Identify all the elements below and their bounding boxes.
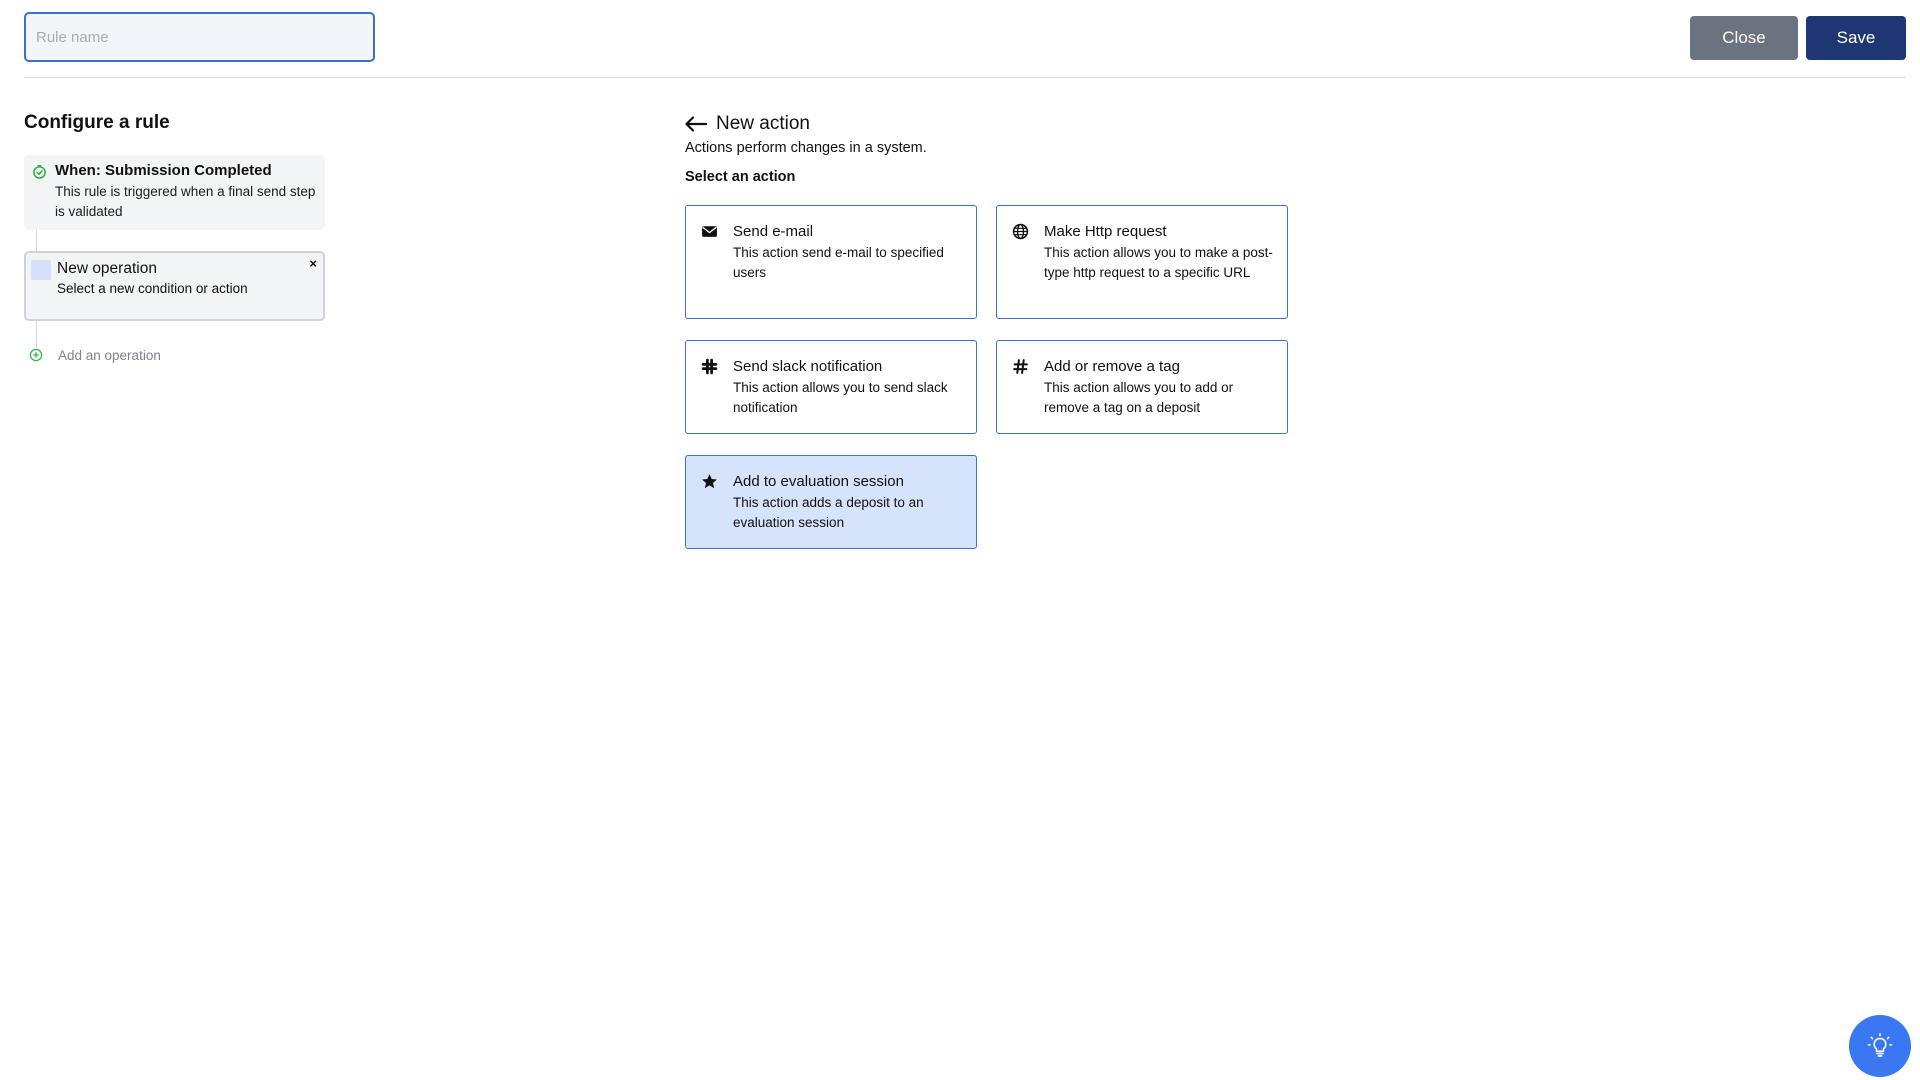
slack-icon xyxy=(701,358,718,375)
hashtag-icon xyxy=(1012,358,1029,375)
flow-connector xyxy=(36,230,37,251)
help-button[interactable] xyxy=(1849,1015,1911,1077)
action-card-tag[interactable] xyxy=(996,340,1288,434)
action-description: This action allows you to add or remove a tag on a deposit xyxy=(1044,380,1234,415)
page-subtitle: Actions perform changes in a system. xyxy=(685,140,927,156)
action-title: Send slack notification xyxy=(733,358,883,375)
new-operation-card[interactable] xyxy=(24,251,325,321)
action-card-slack-notification[interactable] xyxy=(685,340,977,434)
back-arrow-icon[interactable] xyxy=(685,116,707,132)
new-action-header xyxy=(685,113,810,135)
action-title: Add to evaluation session xyxy=(733,473,904,490)
trigger-title: When: Submission Completed xyxy=(55,162,272,179)
add-operation-link[interactable] xyxy=(29,347,161,363)
action-card-http-request[interactable] xyxy=(996,205,1288,319)
star-icon xyxy=(701,473,718,490)
page-title: New action xyxy=(716,113,810,134)
save-button[interactable]: Save xyxy=(1806,16,1906,60)
top-bar xyxy=(24,12,1906,62)
trigger-card[interactable] xyxy=(24,155,325,230)
configure-rule-title: Configure a rule xyxy=(24,112,170,133)
trigger-description: This rule is triggered when a final send step is validated xyxy=(55,184,316,219)
operation-color-swatch xyxy=(31,260,51,280)
action-title: Add or remove a tag xyxy=(1044,358,1180,375)
action-card-evaluation-session[interactable] xyxy=(685,455,977,549)
flow-connector xyxy=(36,321,37,347)
operation-title: New operation xyxy=(57,260,157,277)
lightbulb-icon xyxy=(1866,1032,1894,1060)
select-action-label: Select an action xyxy=(685,169,796,185)
plus-circle-icon xyxy=(29,348,43,362)
action-title: Make Http request xyxy=(1044,223,1167,240)
action-description: This action send e-mail to specified users xyxy=(733,245,944,280)
rule-name-input[interactable] xyxy=(24,12,375,62)
action-title: Send e-mail xyxy=(733,223,814,240)
envelope-icon xyxy=(701,223,718,240)
action-description: This action allows you to send slack notification xyxy=(733,380,948,415)
add-operation-label: Add an operation xyxy=(58,347,161,363)
action-description: This action allows you to make a post-type http request to a specific URL xyxy=(1044,245,1273,280)
close-button[interactable]: Close xyxy=(1690,16,1798,60)
action-card-send-email[interactable] xyxy=(685,205,977,319)
timer-check-icon xyxy=(32,164,47,179)
remove-operation-icon[interactable]: × xyxy=(309,256,317,271)
operation-description: Select a new condition or action xyxy=(57,281,248,296)
header-divider xyxy=(24,77,1906,78)
globe-icon xyxy=(1012,223,1029,240)
action-description: This action adds a deposit to an evaluation session xyxy=(733,495,924,530)
